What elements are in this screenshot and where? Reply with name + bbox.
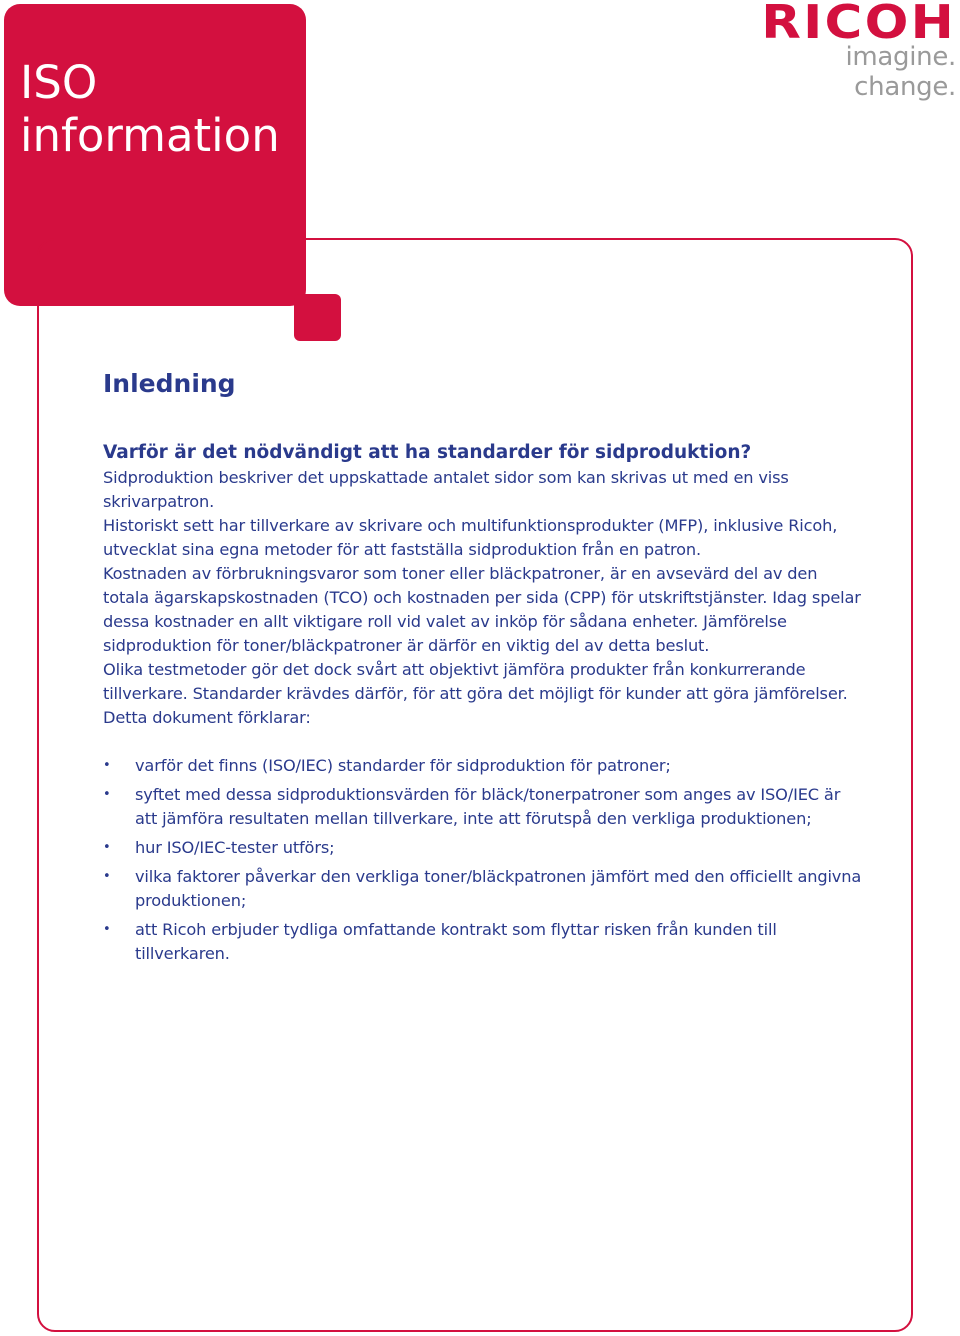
paragraph-test-methods: Olika testmetoder gör det dock svårt att objektivt jämföra produkter från konkurrerande tillverkare. Standarder krävdes därför, för att göra det möjligt för kunder att göra jämförelser. (103, 660, 848, 703)
section-title: Inledning (103, 369, 236, 398)
list-item-text: varför det finns (ISO/IEC) standarder för sidproduktion för patroner; (135, 756, 671, 775)
paragraph-history: Historiskt sett har tillverkare av skrivare och multifunktionsprodukter (MFP), inklusive Ricoh, utvecklat sina egna metoder för att fastställa sidproduktion från en patron. (103, 516, 838, 559)
list-item-text: hur ISO/IEC-tester utförs; (135, 838, 335, 857)
logo-tagline: imagine. change. (845, 42, 956, 102)
list-item-text: vilka faktorer påverkar den verkliga toner/bläckpatronen jämfört med den officiellt angivna produktionen; (135, 867, 862, 910)
paragraph-costs: Kostnaden av förbrukningsvaror som toner eller bläckpatroner, är en avsevärd del av den totala ägarskapskostnaden (TCO) och kostnaden per sida (CPP) för utskriftstjänster. Idag spelar dessa kostnader en allt viktigare roll vid valet av inköp för sådana enheter. Jämförelse sidproduktion för toner/bläckpatroner är därför en viktig del av detta beslut. (103, 564, 861, 655)
logo-wordmark: RICOH (761, 0, 956, 49)
bullet-icon: • (103, 758, 111, 773)
section-question: Varför är det nödvändigt att ha standarder för sidproduktion? (103, 442, 752, 463)
list-item (103, 918, 863, 966)
paragraph-document-explains: Detta dokument förklarar: (103, 708, 311, 727)
bullet-icon: • (103, 840, 111, 855)
list-item-text: syftet med dessa sidproduktionsvärden för bläck/tonerpatroner som anges av ISO/IEC är att jämföra resultaten mellan tillverkare, inte att förutspå den verkliga produktionen; (135, 785, 841, 828)
paragraph-page-yield-definition: Sidproduktion beskriver det uppskattade antalet sidor som kan skrivas ut med en viss skrivarpatron. (103, 468, 789, 511)
bullet-list (103, 754, 863, 966)
list-item (103, 865, 863, 913)
document-title-line-2: information (20, 109, 280, 162)
bullet-icon: • (103, 787, 111, 802)
document-body (103, 366, 863, 971)
list-item (103, 754, 863, 778)
list-item-text: att Ricoh erbjuder tydliga omfattande kontrakt som flyttar risken från kunden till tillverkaren. (135, 920, 777, 963)
list-item (103, 836, 863, 860)
bullet-icon: • (103, 922, 111, 937)
document-title-line-1: ISO (20, 56, 98, 109)
list-item (103, 783, 863, 831)
ricoh-logo (736, 0, 956, 102)
bullet-icon: • (103, 869, 111, 884)
document-title (20, 56, 280, 162)
